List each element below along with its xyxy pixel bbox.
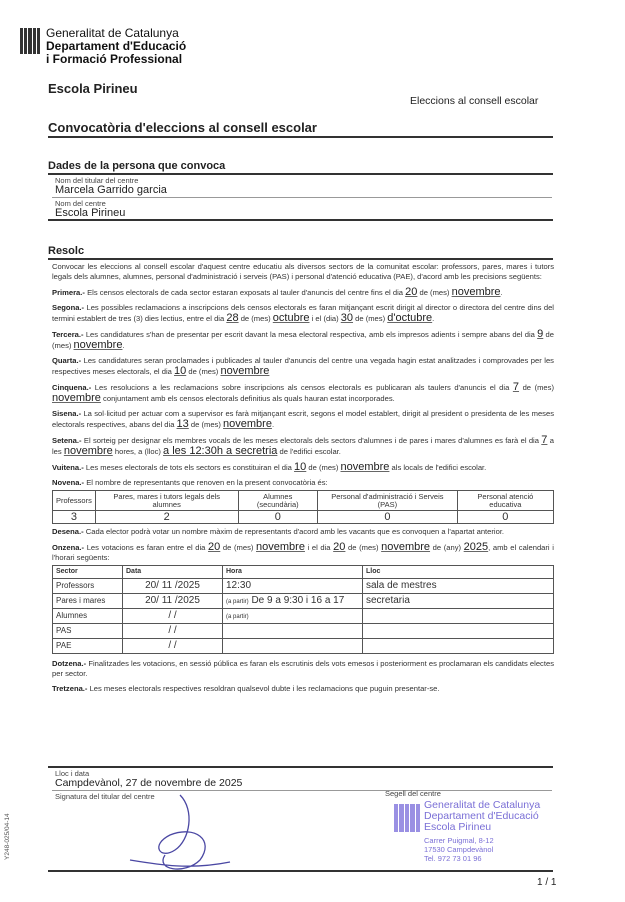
convener-section-title: Dades de la persona que convoca	[48, 160, 226, 172]
place-date: Campdevànol, 27 de novembre de 2025	[55, 777, 243, 789]
divider	[48, 136, 553, 138]
voting-schedule-table	[52, 565, 554, 654]
table-row: PAS / /	[53, 624, 554, 639]
clause-tretzena: Tretzena.- Les meses electorals respectives resoldran qualsevol dubte i les reclamacions que puguin presentar-se.	[52, 684, 440, 693]
table-row: Pares i mares 20/ 11 /2025 (a partir) De 9 a 9:30 i 16 a 17 secretaria	[53, 594, 554, 609]
brand-header: Generalitat de Catalunya Departament d'Educació i Formació Professional	[46, 26, 187, 66]
rep-count: 0	[457, 511, 553, 524]
rep-header: Personal d'administració i Serveis (PAS)	[318, 491, 458, 511]
doc-type: Eleccions al consell escolar	[410, 95, 539, 107]
place-label: Lloc i data	[55, 769, 90, 778]
table-row: Professors 20/ 11 /2025 12:30 sala de mestres	[53, 579, 554, 594]
center-name: Escola Pirineu	[55, 207, 126, 219]
divider	[48, 258, 553, 260]
divider	[48, 173, 553, 175]
clause-desena: Desena.- Cada elector podrà votar un nombre màxim de representants d'acord amb les vacants que es convoquen a l'apartat anterior.	[52, 527, 505, 536]
rep-count: 2	[95, 511, 238, 524]
clause-segona: Segona.- Les possibles reclamacions a inscripcions dels censos electorals es faran mitjançant escrit dirigit al director o directora del centre dins del termini establert de tres (3) dies lectius, entre el dia 28 de (mes) octubre i el (dia) 30 de (mes) d'octubre.	[52, 303, 554, 324]
schedule-header: Data	[123, 566, 223, 579]
schedule-header: Sector	[53, 566, 123, 579]
clause-onzena: Onzena.- Les votacions es faran entre el dia 20 de (mes) novembre i el dia 20 de (mes) novembre de (any) 2025, amb el calendari i l'horari següents:	[52, 541, 554, 562]
page-number: 1 / 1	[537, 877, 557, 888]
clause-sisena: Sisena.- La sol·licitud per actuar com a supervisor es farà mitjançant escrit, segons el model establert, dirigit al president o presidenta de les meses electorals respectives, abans del dia 13 de (mes) novembre.	[52, 409, 554, 430]
intro: Convocar les eleccions al consell escolar d'aquest centre educatiu als diversos sectors de la comunitat escolar: professors, pares, mares i tutors legals dels alumnes, alumnes, personal d'administració i serveis (PAS) i personal d'atenció educativa (PAE), d'acord amb les precisions següents:	[52, 262, 554, 281]
rep-count: 0	[318, 511, 458, 524]
rep-header: Professors	[53, 491, 96, 511]
clause-dotzena: Dotzena.- Finalitzades les votacions, en sessió pública es faran els escrutinis dels vots emesos i posteriorment es proclamaran els candidats electes per sector.	[52, 659, 554, 678]
divider	[48, 219, 553, 221]
clause-cinquena: Cinquena.- Les resolucions a les reclamacions sobre inscripcions als censos electorals es publicaran als taulers d'anuncis el dia 7 de (mes) novembre conjuntament amb els censos electorals definitius als quals hauran estat incorporades.	[52, 381, 554, 404]
page-title: Convocatòria d'eleccions al consell escolar	[48, 120, 317, 135]
representatives-table	[52, 490, 554, 524]
signature-label: Signatura del titular del centre	[55, 792, 155, 801]
clause-tercera: Tercera.- Les candidatures s'han de presentar per escrit davant la mesa electoral respectiva, amb els impresos adients i sempre abans del dia 9 de (mes) novembre.	[52, 328, 554, 351]
schedule-header: Hora	[223, 566, 363, 579]
divider	[48, 766, 553, 768]
clause-setena: Setena.- El sorteig per designar els membres vocals de les meses electorals dels sectors d'alumnes i de pares i mares d'alumnes es farà el dia 7 a les novembre hores, a (lloc) a les 12:30h a secretria de l'edifici escolar.	[52, 434, 554, 457]
form-code: Y248-025/04-14	[4, 813, 11, 860]
schedule-header: Lloc	[363, 566, 554, 579]
clause-vuitena: Vuitena.- Les meses electorals de tots els sectors es constituiran el dia 10 de (mes) novembre als locals de l'edifici escolar.	[52, 461, 487, 473]
convener-name: Marcela Garrido garcia	[55, 184, 167, 196]
school-name: Escola Pirineu	[48, 81, 138, 96]
divider	[52, 197, 552, 198]
rep-header: Personal atenció educativa	[457, 491, 553, 511]
rep-header: Pares, mares i tutors legals dels alumnes	[95, 491, 238, 511]
stamp-logo	[394, 804, 420, 832]
signature	[120, 790, 240, 880]
center-label: Nom del centre	[55, 199, 106, 208]
clause-novena: Novena.- El nombre de representants que renoven en la present convocatòria és:	[52, 478, 328, 487]
name-label: Nom del titular del centre	[55, 176, 139, 185]
resolc-section-title: Resolc	[48, 245, 85, 257]
table-row: PAE / /	[53, 639, 554, 654]
seal-label: Segell del centre	[385, 789, 441, 798]
school-stamp: Generalitat de Catalunya Departament d'Educació Escola Pirineu Carrer Puigmal, 8-12 17530 Campdevànol Tel. 972 73 01 96	[394, 800, 540, 863]
resolution-body	[52, 262, 554, 699]
clause-primera: Primera.- Els censos electorals de cada sector estaran exposats al tauler d'anuncis del centre fins el dia 20 de (mes) novembre.	[52, 286, 503, 298]
table-row: Alumnes / / (a partir)	[53, 609, 554, 624]
rep-count: 3	[53, 511, 96, 524]
clause-quarta: Quarta.- Les candidatures seran proclamades i publicades al tauler d'anuncis del centre una vegada hagin estat analitzades i comprovades per les respectives meses electorals, el dia 10 de (mes) novembre	[52, 356, 554, 377]
divider	[48, 870, 553, 872]
rep-count: 0	[238, 511, 318, 524]
rep-header: Alumnes (secundària)	[238, 491, 318, 511]
generalitat-logo	[20, 28, 40, 54]
